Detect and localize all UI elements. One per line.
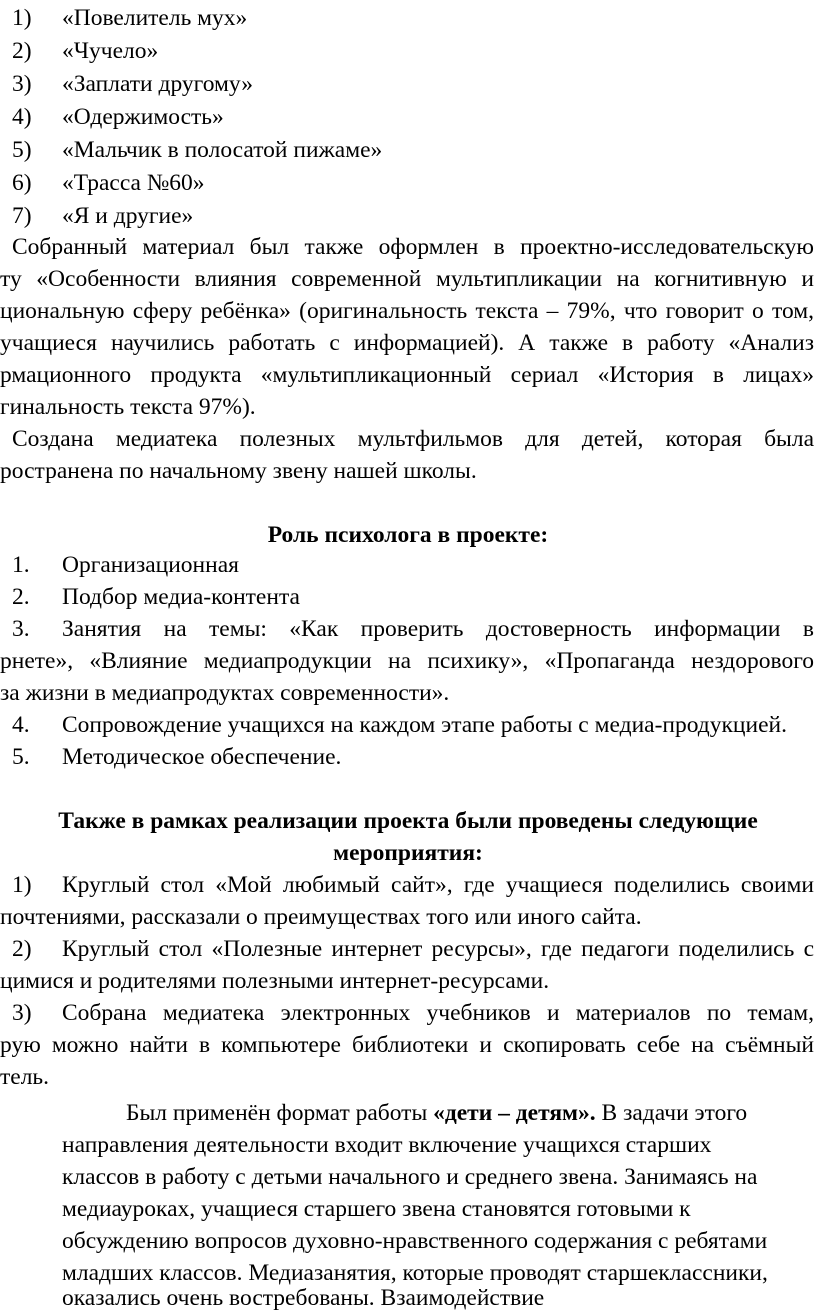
paragraph-line: ространена по начальному звену нашей школы. — [0, 458, 477, 484]
list-item: «Трасса №60» — [62, 170, 205, 196]
list-item: Собрана медиатека электронных учебников и материалов по темам, — [62, 1000, 814, 1026]
section-heading-role: Роль психолога в проекте: — [267, 522, 549, 548]
list-number: 7) — [12, 203, 32, 229]
list-number: 2) — [12, 38, 32, 64]
list-number: 5. — [12, 744, 30, 770]
paragraph-line: медиауроках, учащиеся старшего звена становятся готовыми к — [62, 1196, 691, 1222]
paragraph-line: направления деятельности входит включение учащихся старших — [62, 1132, 712, 1158]
list-number: 1) — [12, 872, 32, 898]
list-item-continuation: рую можно найти в компьютере библиотеки и скопировать себе на съёмный — [0, 1032, 814, 1058]
paragraph-line: Собранный материал был также оформлен в проектно-исследовательскую — [12, 234, 814, 260]
list-item-continuation: тель. — [0, 1064, 50, 1090]
section-heading-events: Также в рамках реализации проекта были проведены следующие — [58, 808, 758, 834]
list-item: Подбор медиа-контента — [62, 584, 300, 610]
paragraph-line: рмационного продукта «мультипликационный сериал «История в лицах» — [0, 362, 814, 388]
text-run: Был применён формат работы — [126, 1100, 434, 1126]
paragraph-line: гинальность текста 97%). — [0, 394, 256, 420]
paragraph-line: обсуждению вопросов духовно-нравственного содержания с ребятами — [62, 1228, 768, 1254]
list-item: «Мальчик в полосатой пижаме» — [62, 137, 383, 163]
paragraph-line: классов в работу с детьми начального и среднего звена. Занимаясь на — [62, 1164, 758, 1190]
list-item: Сопровождение учащихся на каждом этапе работы с медиа-продукцией. — [62, 712, 787, 738]
list-item-continuation: рнете», «Влияние медиапродукции на психику», «Пропаганда нездорового — [0, 648, 814, 674]
list-item-continuation: цимися и родителями полезными интернет-ресурсами. — [0, 968, 550, 994]
list-number: 2. — [12, 584, 30, 610]
list-item-continuation: почтениями, рассказали о преимуществах того или иного сайта. — [0, 904, 642, 930]
list-number: 2) — [12, 936, 32, 962]
paragraph-line: младших классов. Медиазанятия, которые проводят старшеклассники, — [62, 1260, 768, 1286]
list-number: 3. — [12, 616, 30, 642]
paragraph-line — [126, 1099, 747, 1127]
list-item: Занятия на темы: «Как проверить достоверность информации в — [62, 616, 814, 642]
list-item: «Чучело» — [62, 38, 159, 64]
list-item-continuation: за жизни в медиапродуктах современности». — [0, 680, 450, 706]
paragraph-line: циональную сферу ребёнка» (оригинальность текста – 79%, что говорит о том, — [0, 298, 814, 324]
list-number: 3) — [12, 1000, 32, 1026]
bold-phrase: «дети – детям». — [433, 1100, 596, 1126]
text-run: В задачи этого — [595, 1100, 748, 1126]
paragraph-line: ту «Особенности влияния современной мультипликации на когнитивную и — [0, 266, 814, 292]
list-number: 4) — [12, 104, 32, 130]
list-number: 3) — [12, 71, 32, 97]
list-number: 1. — [12, 552, 30, 578]
list-item: Методическое обеспечение. — [62, 744, 342, 770]
paragraph-line: Создана медиатека полезных мультфильмов для детей, которая была — [12, 426, 814, 452]
list-item: Организационная — [62, 552, 239, 578]
list-item: «Повелитель мух» — [62, 5, 248, 31]
list-number: 1) — [12, 5, 32, 31]
list-item: «Одержимость» — [62, 104, 224, 130]
list-item: «Заплати другому» — [62, 71, 253, 97]
list-item: «Я и другие» — [62, 203, 194, 229]
section-heading-events-cont: мероприятия: — [333, 840, 483, 866]
list-item: Круглый стол «Полезные интернет ресурсы», где педагоги поделились с — [62, 936, 814, 962]
list-item: Круглый стол «Мой любимый сайт», где учащиеся поделились своими — [62, 872, 814, 898]
list-number: 4. — [12, 712, 30, 738]
list-number: 6) — [12, 170, 32, 196]
list-number: 5) — [12, 137, 32, 163]
paragraph-line: оказались очень востребованы. Взаимодействие — [62, 1285, 545, 1311]
paragraph-line: учащиеся научились работать с информацией). А также в работу «Анализ — [0, 330, 814, 356]
